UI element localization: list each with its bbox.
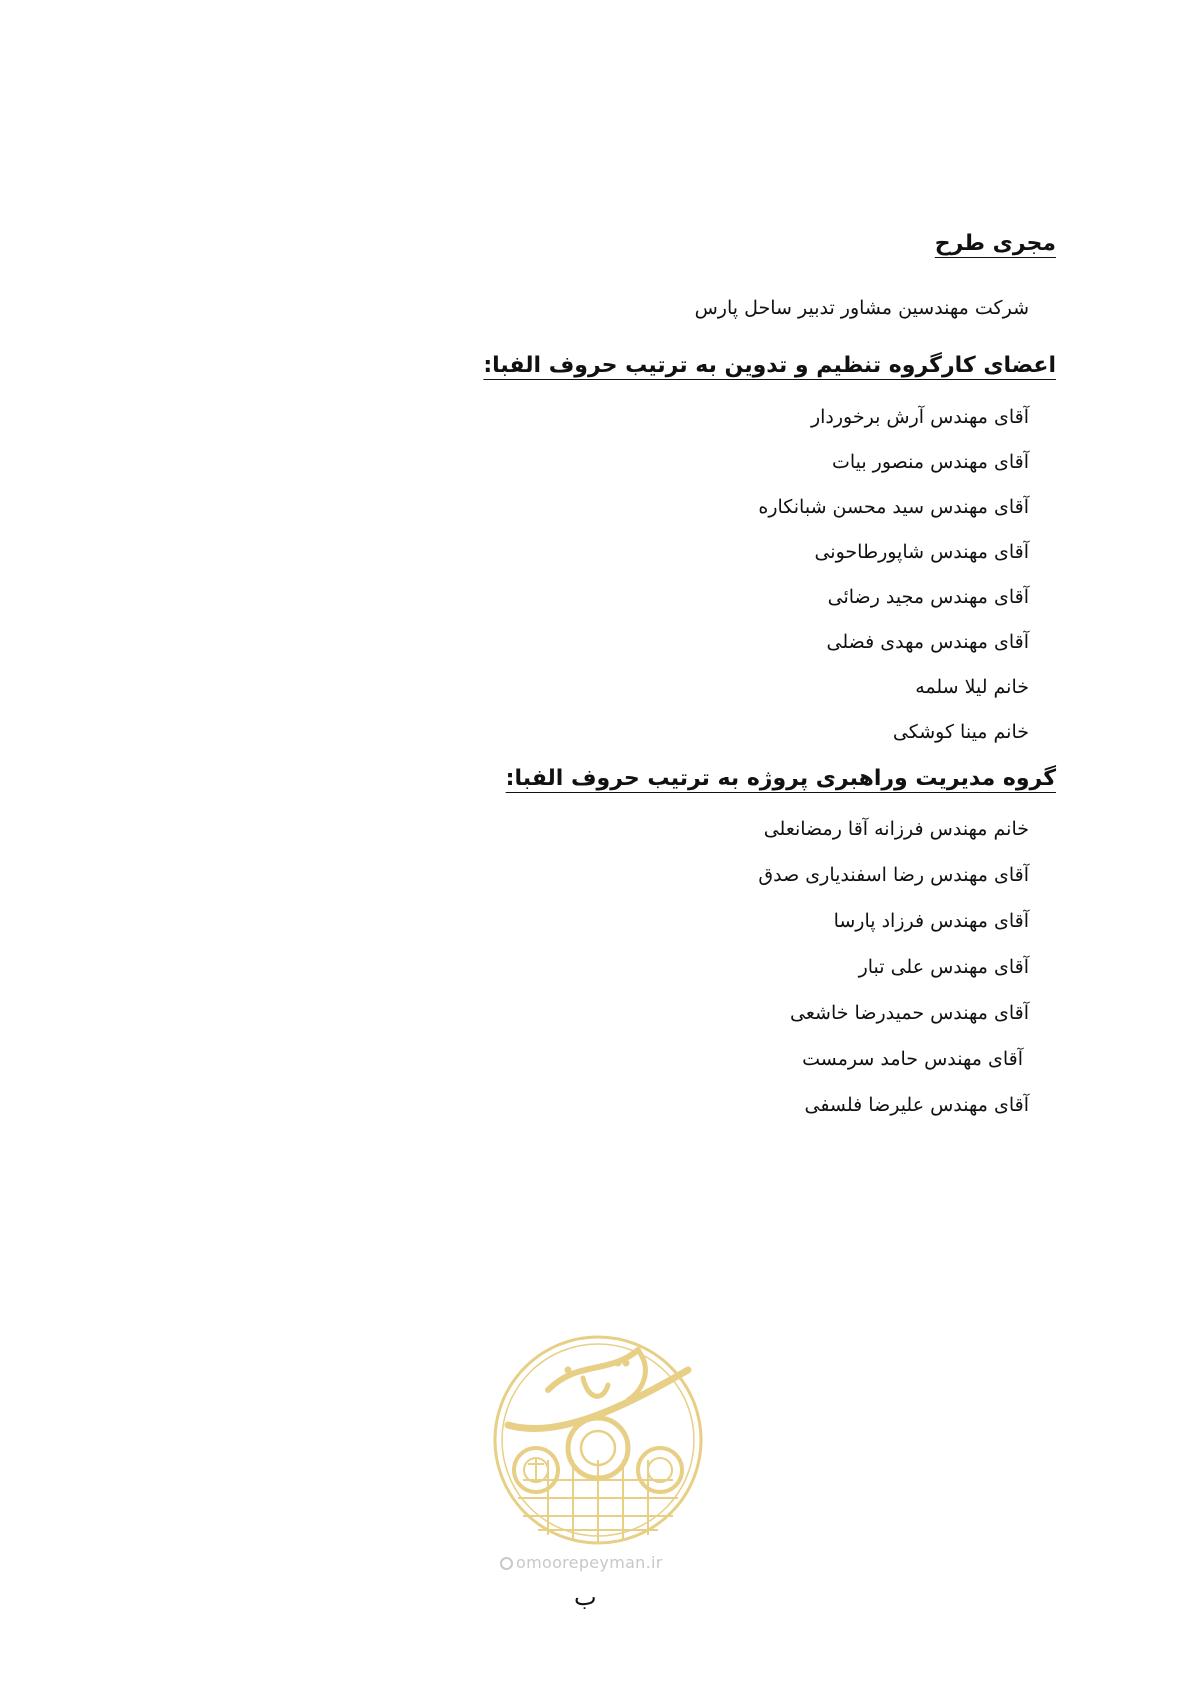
list-item: آقای مهندس علی تبار (858, 956, 1029, 978)
globe-icon (500, 1557, 513, 1570)
list-item: آقای مهندس رضا اسفندیاری صدق (758, 864, 1029, 886)
list-item: آقای مهندس حمیدرضا خاشعی (790, 1002, 1029, 1024)
list-item: آقای مهندس مجید رضائی (827, 586, 1029, 608)
list-item: آقای مهندس علیرضا فلسفی (804, 1094, 1029, 1116)
list-item: آقای مهندس سید محسن شبانکاره (758, 496, 1029, 518)
executor-heading: مجری طرح (934, 231, 1056, 256)
list-item: خانم مهندس فرزانه آقا رمضانعلی (763, 818, 1029, 840)
executor-company: شرکت مهندسین مشاور تدبیر ساحل پارس (694, 297, 1029, 319)
list-item: آقای مهندس حامد سرمست (802, 1048, 1023, 1070)
list-item: آقای مهندس شاپورطاحونی (814, 541, 1029, 563)
watermark-logo-icon (488, 1330, 708, 1550)
list-item: آقای مهندس منصور بیات (831, 451, 1029, 473)
working-group-heading: اعضای کارگروه تنظیم و تدوین به ترتیب حروف الفبا: (483, 353, 1056, 378)
management-group-heading: گروه مدیریت وراهبری پروژه به ترتیب حروف الفبا: (505, 766, 1056, 791)
watermark-website: omoorepeyman.ir (500, 1553, 663, 1572)
list-item: آقای مهندس فرزاد پارسا (833, 910, 1029, 932)
list-item: خانم لیلا سلمه (915, 676, 1029, 698)
list-item: آقای مهندس آرش برخوردار (810, 406, 1029, 428)
page-number: ب (574, 1583, 597, 1611)
list-item: خانم مینا کوشکی (892, 721, 1029, 743)
list-item: آقای مهندس مهدی فضلی (826, 631, 1029, 653)
